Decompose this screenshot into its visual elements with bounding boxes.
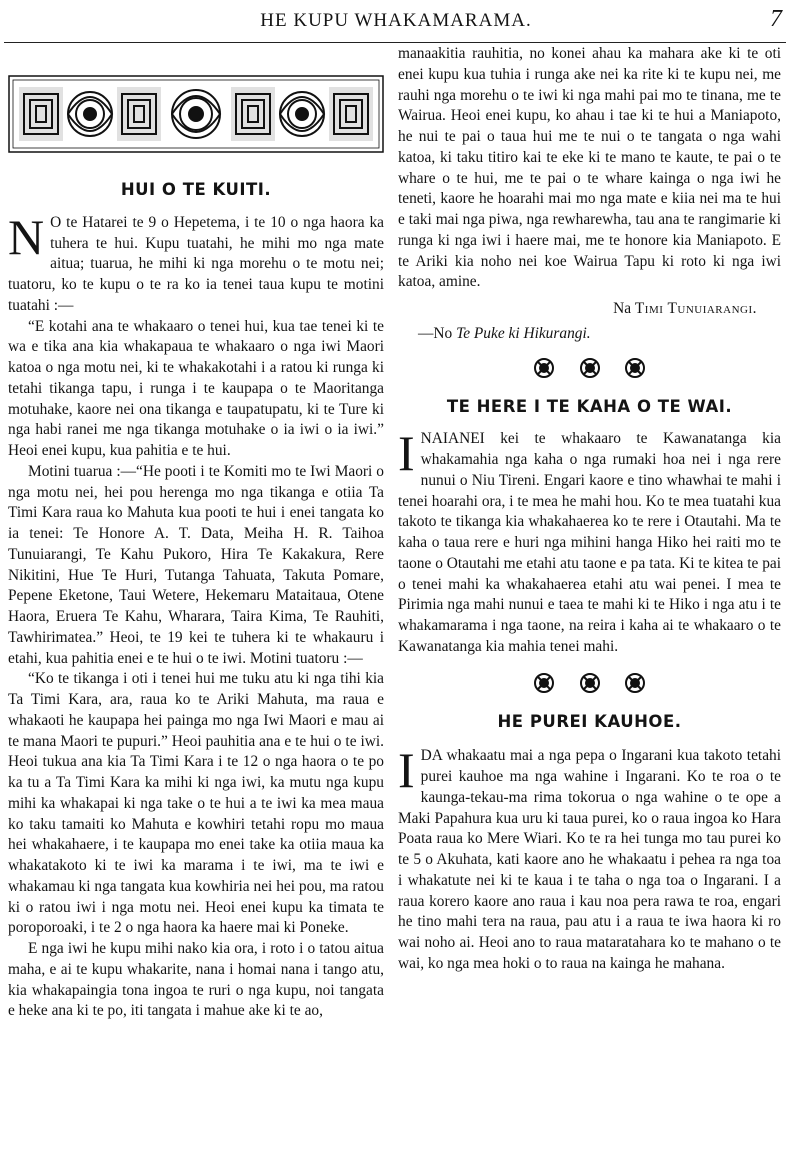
running-title: HE KUPU WHAKAMARAMA. <box>260 10 532 31</box>
fleuron-divider <box>398 357 781 379</box>
fleuron-icon <box>624 672 646 694</box>
article-paragraph: “E kotahi ana te whakaaro o tenei hui, kua tae tenei ki te wa e tika ana kia whakapaua te whakaaro o nga iwi Maori katoa o nga motu nei, ki te whakakotahi i a ratou ki runga ki tetahi tikanga tapu, i runga i te kaupapa o te Maoritanga motuhake, kaore nei ona tikanga e taupatupatu, ki te Ture ki nga habi ranei me nga tikanga motuhake o ia iwi o ia iwi.” Heoi enei kupu, kua pahitia e te hui. <box>8 317 384 459</box>
fleuron-divider <box>398 672 781 694</box>
article-heading-hui-o-te-kuiti: HUI O TE KUITI. <box>120 180 272 199</box>
article-paragraph: “Ko te tikanga i oti i tenei hui me tuku atu ki nga tihi kia Ta Timi Kara, ara, raua ko te Ariki Mahuta, ma raua e whakaoti he kaupapa hei painga mo nga Iwi Maori e mau ai te mana Maori te pupuri.” Heoi pauhitia ana e te hui o te iwi. Heoi tukua ana kia Ta Timi Kara i te 12 o nga haora o te po ka tu a Ta Timi Kara ka mihi ki nga iwi, ka mutu nga kupu mihi ka whakapai ki nga take o te hui a te iwi ka mea maua ko taku tamaiti ko Mahuta e kowhiri tetahi ropu mo maua hei whakahaere, i te kaupapa mo enei take ka otiia maua ka whakatakoto ki te iwi ka marama i te iwi, ma te iwi e whakamau ki nga tangata kua kowhiria nei hei pou, ma ratou ki o ratou iwi i nga motu nei. Heoi enei kupu ka timata te poroporoaki, i te 2 o nga haora ka haere mai ki Poneke. <box>8 670 384 937</box>
source-line <box>398 324 781 345</box>
article-paragraph <box>8 208 384 317</box>
right-column <box>398 44 781 975</box>
left-column <box>8 44 384 1022</box>
fleuron-icon <box>624 357 646 379</box>
fleuron-icon <box>579 672 601 694</box>
article-heading-te-here-i-te-kaha: TE HERE I TE KAHA O TE WAI. <box>446 396 733 416</box>
article-paragraph: E nga iwi he kupu mihi nako kia ora, i roto i o tatou aitua maha, e ai te kupu whakarite, nana i homai nana i tango atu, kia whakapaingia tona ingoa te ruri o nga kupu, noi tangata e heke ana ki te po, iti tangata i mahue ake ki te ao, <box>8 940 384 1020</box>
signature-prefix: Na <box>613 300 632 317</box>
article-paragraph <box>398 742 781 974</box>
signature <box>398 299 781 320</box>
signature-name: Timi Tunuiarangi. <box>634 300 757 317</box>
paragraph-text: DA whakaatu mai a nga pepa o Ingarani kua takoto tetahi purei kauhoe ma nga wahine i Ingarani. Ko te roa o te kaunga-tekau-ma rima tokorua o nga wahine o te ope a Maki Papahura kua uru ki taua purei, ko o raua ingoa ko Hara Poata raua ko Mere Wiari. Ko te ra hei tunga mo tau purei ko te 5 o Akuhata, kati kaore ano he whakaatu i pehea ra nga toa i whakatute nei ki te kaua i te taha o nga toa o Ingarani. I a raua korero kaore ano raua i kau noa pera rawa te roa, engari he tino mahi tera na raua, pau atu i a raua te iwa haora ki ro wai noho ai. Heoi ano to raua mataratahara ko te mahano o te wai, ko nga mea hoki o to raua na kainga he mahana. <box>398 747 781 972</box>
source-prefix: —No <box>418 324 453 342</box>
paragraph-text: NAIANEI kei te whakaaro te Kawanatanga kia whakamahia nga kaha o nga rumaki hoa nei i nga rere nunui o Niu Tireni. Engari kaore e tino whawhai te mahi i tenei hoarahi ora, i te mea he mahi hou. Ko te mea tuatahi kua takoto te tikanga kia whakahaerea ko te rere i Otautahi. Ma te kaha o taua rere e huri nga mihini hanga Hiko hei raiti mo te taone o Otautahi me etahi atu taone e pa tata. Ki te kitea te pai o tenei mahi ka whakahaerea etahi atu wai penei. I mea te Pirimia nga mahi nunui e taea te mahi ki te Hiko i nga atu i te whakamarama i nga taone, na reira i kaha ai te whakaaro o te Kawanatanga kia mahia tenei mahi. <box>398 430 781 655</box>
source-title: Te Puke ki Hikurangi. <box>456 324 591 342</box>
paragraph-text: O te Hatarei te 9 o Hepetema, i te 10 o nga haora ka tuhera te hui. Kupu tuatahi, he mihi mo nga mate aitua; tuarua, he mihi ki nga morehu o te motu nei; tuatoru, ko te kupu o te ra ko ia tenei taua kupu te motini tuatahi :— <box>8 213 384 314</box>
header-rule <box>4 42 786 43</box>
drop-cap: N <box>8 208 45 265</box>
fleuron-icon <box>533 357 555 379</box>
page-number: 7 <box>770 6 782 32</box>
article-paragraph-continued: manaakitia rauhitia, no konei ahau ka mahara ake ki te oti enei kupu kua tuhia i runga ake nei ka rite ki te kupu nei, me rauhi nga morehu o te iwi ki nga mahi pai mo te tinana, me te Wairua. Heoi enei kupu, ko ahau i tae ki te hui a Maniapoto, he nui te pai o taua hui me te nui o te tangata o nga wahi katoa, ki taku titiro kai te eke ki te mano te kaute, te pai o te whare o te hui, me te pai o te whare kainga o nga iwi he teneti, kaore he hoarahi mai mo nga mate e kiia nei ma te hui e taki mai nga piwa, nga rewharewha, tau ana te rangimarie ki runga ki nga iwi i haere mai, me te honore kia Maniapoto. E te Ariki kia noho nei koe Wairua Tapu ki roto ki nga iwi katoa, amine. <box>398 45 781 291</box>
fleuron-icon <box>579 357 601 379</box>
article-heading-he-purei-kauhoe: HE PUREI KAUHOE. <box>497 711 682 731</box>
maori-pattern-banner <box>8 74 384 154</box>
drop-cap: I <box>398 742 415 799</box>
article-paragraph <box>398 425 781 657</box>
drop-cap: I <box>398 425 415 482</box>
fleuron-icon <box>533 672 555 694</box>
article-paragraph: Motini tuarua :—“He pooti i te Komiti mo te Iwi Maori o nga motu nei, hei pou herenga mo nga tikanga e otiia Ta Timi Kara raua ko Mahuta kua pooti te hui i enei tangata ko ia tenei: Te Honore A. T. Data, Meiha H. R. Taihoa Tunuiarangi, Te Kahu Pukoro, Hira Te Kakakura, Rere Nikitini, Hue Te Huri, Tutanga Tahuata, Takuta Pomare, Pepene Eketone, Taui Wetere, Hekemaru Mataitaua, Otene Haora, Eruera Te Kahu, Wharara, Taira Kima, Te Rauhiti, Tawhirimatea.” Heoi, te 19 kei te tuhera ki te whakauru i etahi, kua pahitia enei e te hui o te iwi. Motini tuatoru :— <box>8 462 384 667</box>
running-header <box>0 4 792 44</box>
